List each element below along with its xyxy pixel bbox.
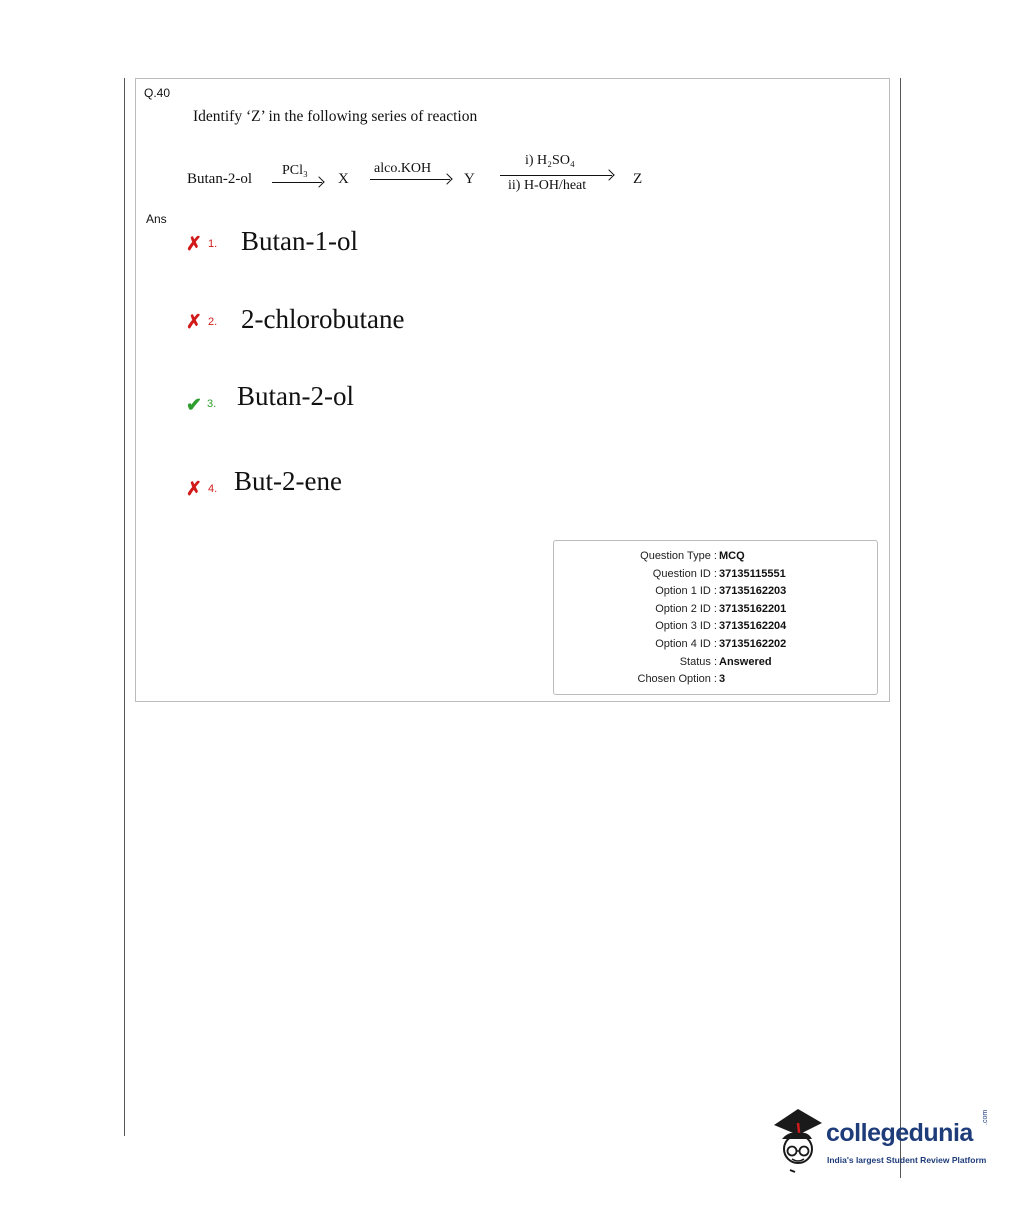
- meta-status: Status : Answered: [679, 656, 772, 668]
- meta-question-id: Question ID : 37135115551: [652, 568, 786, 580]
- meta-question-type: Question Type : MCQ: [640, 550, 745, 562]
- option-number: 1.: [208, 238, 218, 250]
- meta-chosen-option: Chosen Option : 3: [637, 673, 726, 685]
- cross-icon: ✗: [186, 234, 202, 255]
- reagent-3-bottom: ii) H-OH/heat: [508, 178, 587, 193]
- option-text: But-2-ene: [234, 466, 342, 496]
- meta-option-2-id: Option 2 ID : 37135162201: [655, 603, 787, 615]
- reaction-arrow-2: [370, 179, 450, 180]
- reagent-1: PCl₃: [282, 163, 308, 178]
- meta-option-3-id: Option 3 ID : 37135162204: [655, 620, 787, 632]
- logo-suffix: .com: [982, 1109, 989, 1125]
- answer-label: Ans: [146, 212, 167, 226]
- option-number: 2.: [208, 316, 218, 328]
- cross-icon: ✗: [186, 479, 202, 500]
- option-number: 3.: [207, 398, 217, 410]
- question-number: Q.40: [144, 86, 171, 100]
- product-z: Z: [633, 171, 643, 187]
- question-metadata-box: [553, 540, 878, 695]
- reaction-start: Butan-2-ol: [187, 171, 252, 187]
- reagent-2: alco.KOH: [374, 161, 432, 176]
- logo-wordmark: collegedunia: [826, 1119, 973, 1147]
- logo-tagline: India's largest Student Review Platform: [827, 1155, 987, 1165]
- meta-option-4-id: Option 4 ID : 37135162202: [655, 638, 787, 650]
- reaction-arrow-1: [272, 182, 322, 183]
- collegedunia-logo: [768, 1105, 993, 1175]
- left-margin-line: [124, 78, 125, 1136]
- product-y: Y: [464, 171, 475, 187]
- meta-option-1-id: Option 1 ID : 37135162203: [655, 585, 787, 597]
- question-text: Identify ‘Z’ in the following series of reaction: [193, 108, 478, 125]
- right-margin-line: [900, 78, 901, 1178]
- check-icon: ✔: [186, 395, 202, 416]
- product-x: X: [338, 171, 349, 187]
- option-number: 4.: [208, 483, 218, 495]
- reagent-3-top: i) H₂SO₄: [525, 153, 575, 168]
- option-text: Butan-2-ol: [237, 381, 354, 411]
- mascot-icon: [768, 1105, 824, 1175]
- cross-icon: ✗: [186, 312, 202, 333]
- option-text: Butan-1-ol: [241, 226, 358, 256]
- option-text: 2-chlorobutane: [241, 304, 405, 334]
- reaction-arrow-3: [500, 175, 612, 176]
